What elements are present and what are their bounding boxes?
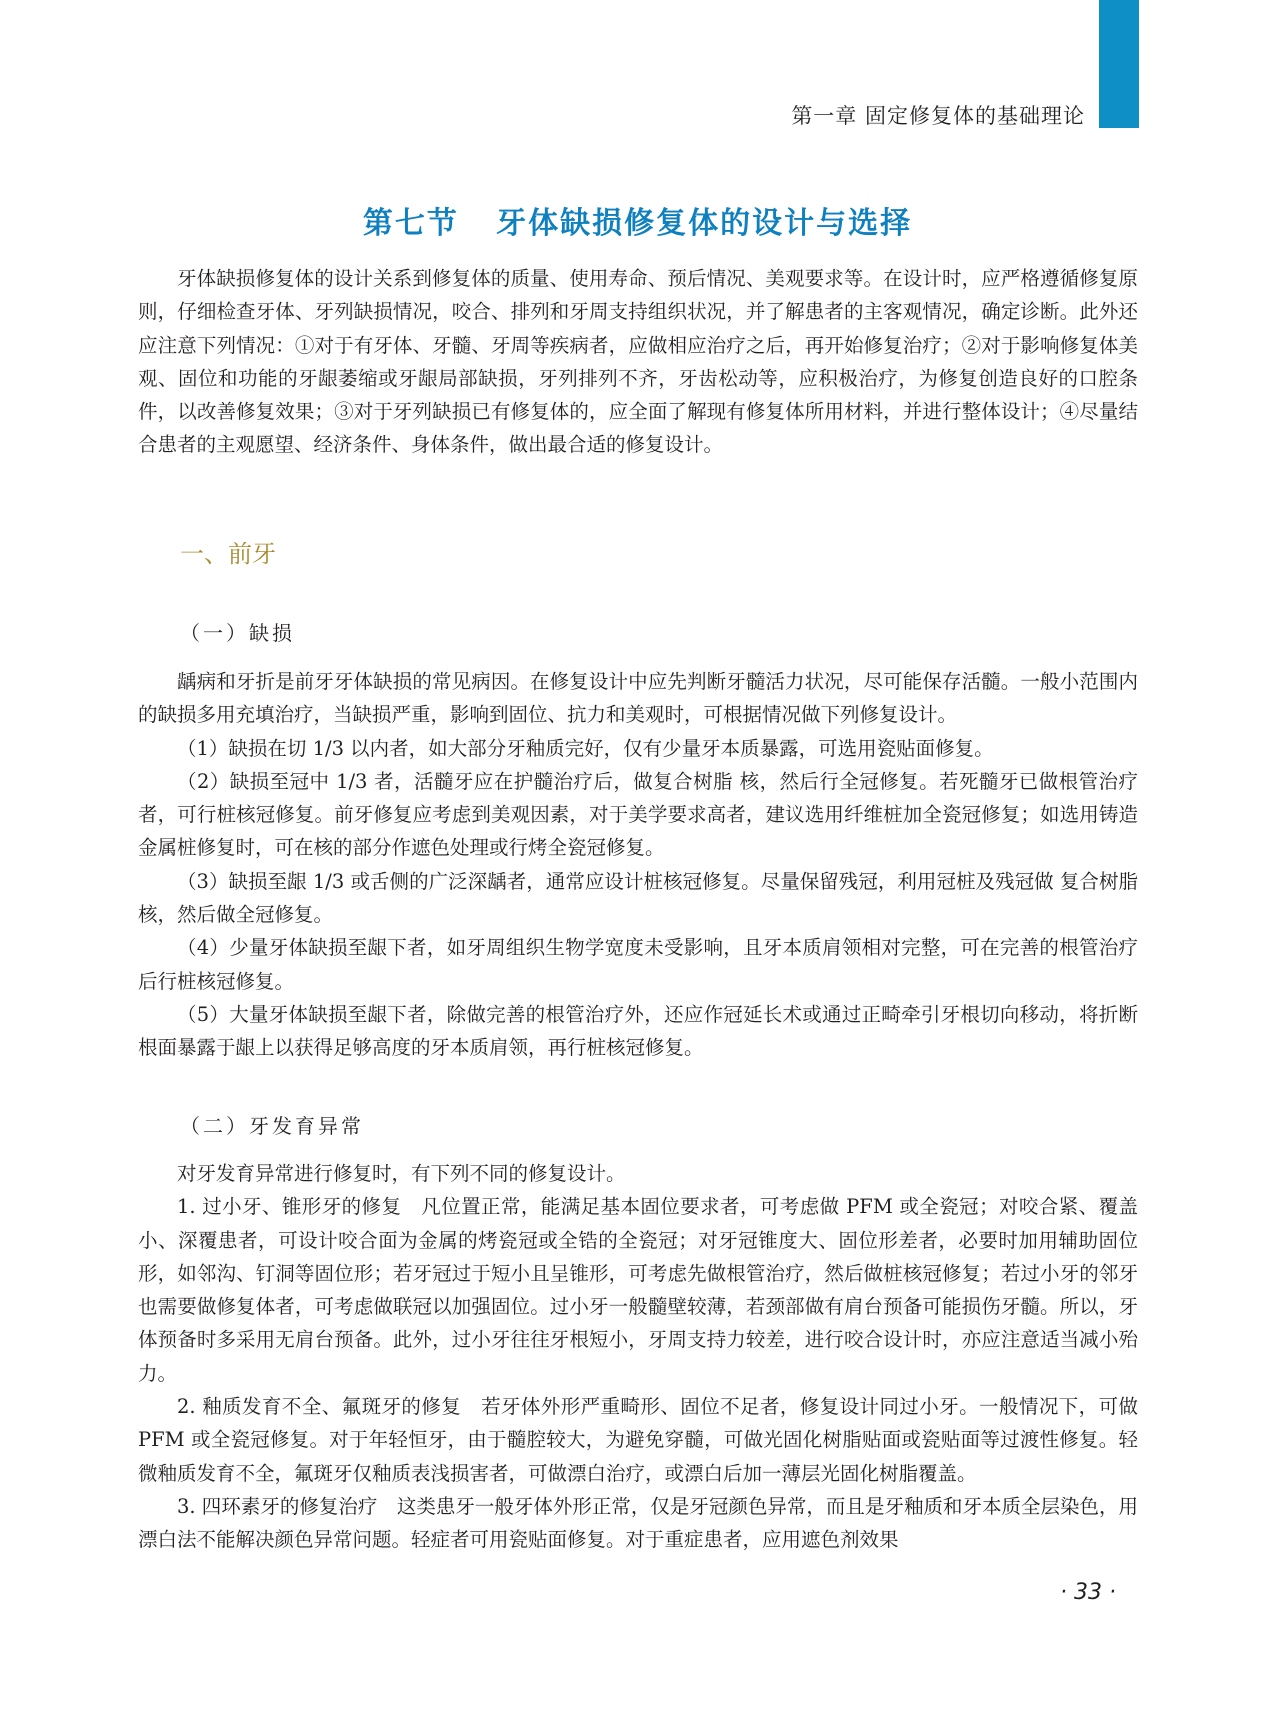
- chapter-tab-marker: [1099, 0, 1139, 128]
- running-header: 第一章 固定修复体的基础理论: [791, 104, 1085, 128]
- heading-front-teeth: 一、前牙: [180, 540, 276, 568]
- list-item: 1. 过小牙、锥形牙的修复 凡位置正常，能满足基本固位要求者，可考虑做 PFM 或全瓷冠；对咬合紧、覆盖小、深覆患者，可设计咬合面为金属的烤瓷冠或全锆的全瓷冠；对牙冠锥度大、固位形差者，必要时加用辅助固位形，如邻沟、钉洞等固位形；若牙冠过于短小且呈锥形，可考虑先做根管治疗，然后做桩核冠修复；若过小牙的邻牙也需要做修复体者，可考虑做联冠以加强固位。过小牙一般髓壁较薄，若颈部做有肩台预备可能损伤牙髓。所以，牙体预备时多采用无肩台预备。此外，过小牙往往牙根短小，牙周支持力较差，进行咬合设计时，亦应注意适当减小殆力。: [138, 1195, 1138, 1385]
- paragraph: 对牙发育异常进行修复时，有下列不同的修复设计。: [177, 1162, 626, 1185]
- list-item: 2. 釉质发育不全、氟斑牙的修复 若牙体外形严重畸形、固位不足者，修复设计同过小牙。一般情况下，可做 PFM 或全瓷冠修复。对于年轻恒牙，由于髓腔较大，为避免穿髓，可做光固化树脂贴面或瓷贴面等过渡性修复。轻微釉质发育不全，氟斑牙仅釉质表浅损害者，可做漂白治疗，或漂白后加一薄层光固化树脂覆盖。: [138, 1395, 1138, 1485]
- dev-anomaly-block: [138, 1157, 1138, 1557]
- subsection-heading-dev-anomaly: （二）牙发育异常: [180, 1114, 364, 1138]
- list-item: （3）缺损至龈 1/3 或舌侧的广泛深龋者，通常应设计桩核冠修复。尽量保留残冠，利用冠桩及残冠做 复合树脂核，然后做全冠修复。: [138, 869, 1138, 927]
- list-item: （5）大量牙体缺损至龈下者，除做完善的根管治疗外，还应作冠延长术或通过正畸牵引牙根切向移动，将折断根面暴露于龈上以获得足够高度的牙本质肩领，再行桩核冠修复。: [138, 1002, 1138, 1060]
- list-item: 3. 四环素牙的修复治疗 这类患牙一般牙体外形正常，仅是牙冠颜色异常，而且是牙釉质和牙本质全层染色，用漂白法不能解决颜色异常问题。轻症者可用瓷贴面修复。对于重症患者，应用遮色剂效果: [138, 1494, 1138, 1552]
- list-item: （2）缺损至冠中 1/3 者，活髓牙应在护髓治疗后，做复合树脂 核，然后行全冠修复。若死髓牙已做根管治疗者，可行桩核冠修复。前牙修复应考虑到美观因素，对于美学要求高者，建议选用纤维桩加全瓷冠修复；如选用铸造金属桩修复时，可在核的部分作遮色处理或行烤全瓷冠修复。: [138, 769, 1138, 860]
- page-number: · 33 ·: [1060, 1580, 1116, 1605]
- intro-paragraph: 牙体缺损修复体的设计关系到修复体的质量、使用寿命、预后情况、美观要求等。在设计时，应严格遵循修复原则，仔细检查牙体、牙列缺损情况，咬合、排列和牙周支持组织状况，并了解患者的主客观情况，确定诊断。此外还应注意下列情况：①对于有牙体、牙髓、牙周等疾病者，应做相应治疗之后，再开始修复治疗；②对于影响修复体美观、固位和功能的牙龈萎缩或牙龈局部缺损，牙列排列不齐，牙齿松动等，应积极治疗，为修复创造良好的口腔条件，以改善修复效果；③对于牙列缺损已有修复体的，应全面了解现有修复体所用材料，并进行整体设计；④尽量结合患者的主观愿望、经济条件、身体条件，做出最合适的修复设计。: [138, 267, 1138, 457]
- paragraph: 龋病和牙折是前牙牙体缺损的常见病因。在修复设计中应先判断牙髓活力状况，尽可能保存活髓。一般小范围内的缺损多用充填治疗，当缺损严重，影响到固位、抗力和美观时，可根据情况做下列修复设计。: [138, 670, 1138, 727]
- intro-block: [138, 262, 1138, 462]
- list-item: （4）少量牙体缺损至龈下者，如牙周组织生物学宽度未受影响，且牙本质肩领相对完整，可在完善的根管治疗后行桩核冠修复。: [138, 936, 1138, 993]
- subsection-heading-defect: （一）缺损: [180, 621, 295, 645]
- defect-block: [138, 665, 1138, 1065]
- list-item: （1）缺损在切 1/3 以内者，如大部分牙釉质完好，仅有少量牙本质暴露，可选用瓷贴面修复。: [177, 736, 994, 760]
- section-title: 第七节 牙体缺损修复体的设计与选择: [362, 206, 913, 241]
